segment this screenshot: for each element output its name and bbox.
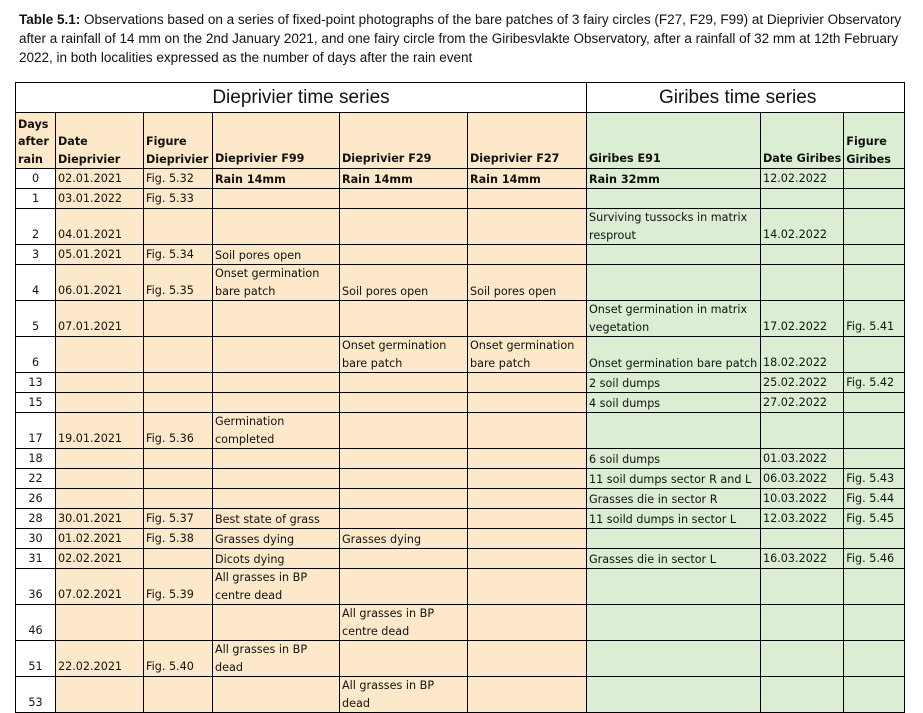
cell-figure-dieprivier (144, 337, 213, 373)
cell-figure-giribes (844, 641, 905, 677)
header-giribes-e91: Giribes E91 (587, 113, 761, 169)
table-row (16, 337, 905, 373)
cell-dieprivier-f27 (468, 469, 587, 489)
cell-date-giribes (761, 413, 844, 449)
cell-days: 13 (16, 373, 56, 393)
group-title-dieprivier: Dieprivier time series (16, 83, 587, 113)
cell-days: 46 (16, 605, 56, 641)
cell-date-dieprivier: 03.01.2022 (56, 189, 144, 209)
cell-dieprivier-f27 (468, 529, 587, 549)
cell-date-dieprivier: 06.01.2021 (56, 265, 144, 301)
cell-giribes-e91: 4 soil dumps (587, 393, 761, 413)
cell-figure-dieprivier: Fig. 5.34 (144, 245, 213, 265)
cell-dieprivier-f29: Grasses dying (340, 529, 468, 549)
cell-date-dieprivier: 22.02.2021 (56, 641, 144, 677)
cell-date-dieprivier: 05.01.2021 (56, 245, 144, 265)
cell-giribes-e91: Onset germination bare patch (587, 337, 761, 373)
cell-dieprivier-f99: Soil pores open (213, 245, 340, 265)
cell-giribes-e91 (587, 641, 761, 677)
cell-days: 28 (16, 509, 56, 529)
cell-giribes-e91 (587, 265, 761, 301)
cell-giribes-e91 (587, 245, 761, 265)
cell-date-giribes: 01.03.2022 (761, 449, 844, 469)
table-row (16, 469, 905, 489)
cell-dieprivier-f29 (340, 469, 468, 489)
header-date-dieprivier: Date Dieprivier (56, 113, 144, 169)
table-row (16, 549, 905, 569)
cell-dieprivier-f29 (340, 413, 468, 449)
table-row (16, 569, 905, 605)
cell-giribes-e91: Grasses die in sector L (587, 549, 761, 569)
cell-giribes-e91 (587, 189, 761, 209)
table-row (16, 265, 905, 301)
cell-days: 26 (16, 489, 56, 509)
header-dieprivier-f99: Dieprivier F99 (213, 113, 340, 169)
cell-dieprivier-f27 (468, 489, 587, 509)
group-title-giribes: Giribes time series (587, 83, 905, 113)
cell-date-dieprivier: 07.01.2021 (56, 301, 144, 337)
cell-date-giribes: 27.02.2022 (761, 393, 844, 413)
cell-figure-giribes (844, 677, 905, 713)
cell-date-dieprivier (56, 677, 144, 713)
cell-days: 15 (16, 393, 56, 413)
cell-dieprivier-f99: Best state of grass (213, 509, 340, 529)
cell-figure-giribes (844, 169, 905, 189)
cell-days: 18 (16, 449, 56, 469)
cell-days: 22 (16, 469, 56, 489)
cell-dieprivier-f99 (213, 393, 340, 413)
cell-dieprivier-f29: Rain 14mm (340, 169, 468, 189)
table-row (16, 393, 905, 413)
cell-figure-giribes (844, 209, 905, 245)
cell-date-giribes: 14.02.2022 (761, 209, 844, 245)
cell-date-dieprivier (56, 373, 144, 393)
cell-date-giribes (761, 641, 844, 677)
cell-figure-giribes: Fig. 5.41 (844, 301, 905, 337)
cell-dieprivier-f29 (340, 449, 468, 469)
cell-figure-dieprivier (144, 209, 213, 245)
cell-giribes-e91: 2 soil dumps (587, 373, 761, 393)
cell-date-giribes: 12.03.2022 (761, 509, 844, 529)
cell-dieprivier-f29 (340, 569, 468, 605)
cell-giribes-e91 (587, 569, 761, 605)
cell-figure-giribes (844, 529, 905, 549)
cell-dieprivier-f99: All grasses in BP centre dead (213, 569, 340, 605)
cell-dieprivier-f29 (340, 373, 468, 393)
cell-dieprivier-f99 (213, 209, 340, 245)
cell-figure-giribes (844, 569, 905, 605)
cell-dieprivier-f27: Onset germination bare patch (468, 337, 587, 373)
cell-figure-dieprivier: Fig. 5.36 (144, 413, 213, 449)
cell-figure-dieprivier (144, 449, 213, 469)
cell-date-giribes (761, 245, 844, 265)
cell-giribes-e91: 11 soil dumps sector R and L (587, 469, 761, 489)
cell-dieprivier-f29: Soil pores open (340, 265, 468, 301)
cell-date-dieprivier: 02.02.2021 (56, 549, 144, 569)
cell-giribes-e91: Onset germination in matrix vegetation (587, 301, 761, 337)
cell-giribes-e91 (587, 529, 761, 549)
cell-dieprivier-f99: Rain 14mm (213, 169, 340, 189)
cell-days: 51 (16, 641, 56, 677)
cell-days: 30 (16, 529, 56, 549)
cell-dieprivier-f29 (340, 641, 468, 677)
cell-dieprivier-f27 (468, 641, 587, 677)
cell-dieprivier-f27 (468, 301, 587, 337)
cell-date-giribes: 16.03.2022 (761, 549, 844, 569)
header-figure-dieprivier: Figure Dieprivier (144, 113, 213, 169)
table-row (16, 413, 905, 449)
cell-date-dieprivier (56, 605, 144, 641)
cell-dieprivier-f29 (340, 245, 468, 265)
observations-table (15, 82, 905, 713)
cell-date-dieprivier (56, 489, 144, 509)
cell-figure-dieprivier: Fig. 5.37 (144, 509, 213, 529)
cell-dieprivier-f99 (213, 605, 340, 641)
cell-giribes-e91: 6 soil dumps (587, 449, 761, 469)
table-row (16, 641, 905, 677)
cell-dieprivier-f29 (340, 509, 468, 529)
cell-date-giribes (761, 569, 844, 605)
cell-dieprivier-f99: All grasses in BP dead (213, 641, 340, 677)
header-date-giribes: Date Giribes (761, 113, 844, 169)
table-row (16, 189, 905, 209)
cell-dieprivier-f29: All grasses in BP centre dead (340, 605, 468, 641)
cell-days: 4 (16, 265, 56, 301)
cell-days: 2 (16, 209, 56, 245)
cell-date-giribes (761, 605, 844, 641)
cell-figure-dieprivier (144, 489, 213, 509)
cell-figure-giribes (844, 337, 905, 373)
cell-figure-dieprivier: Fig. 5.32 (144, 169, 213, 189)
cell-figure-giribes: Fig. 5.44 (844, 489, 905, 509)
cell-dieprivier-f29 (340, 489, 468, 509)
cell-date-giribes: 12.02.2022 (761, 169, 844, 189)
cell-date-dieprivier: 01.02.2021 (56, 529, 144, 549)
cell-date-giribes: 06.03.2022 (761, 469, 844, 489)
cell-dieprivier-f27 (468, 569, 587, 605)
cell-figure-dieprivier (144, 605, 213, 641)
cell-days: 5 (16, 301, 56, 337)
cell-dieprivier-f29: All grasses in BP dead (340, 677, 468, 713)
cell-figure-dieprivier (144, 373, 213, 393)
cell-figure-dieprivier (144, 301, 213, 337)
cell-figure-giribes (844, 393, 905, 413)
cell-date-giribes: 17.02.2022 (761, 301, 844, 337)
cell-dieprivier-f99 (213, 337, 340, 373)
cell-figure-dieprivier (144, 549, 213, 569)
header-figure-giribes: Figure Giribes (844, 113, 905, 169)
cell-dieprivier-f27 (468, 413, 587, 449)
cell-giribes-e91: Grasses die in sector R (587, 489, 761, 509)
cell-dieprivier-f99: Grasses dying (213, 529, 340, 549)
cell-days: 3 (16, 245, 56, 265)
table-row (16, 677, 905, 713)
table-row (16, 529, 905, 549)
cell-dieprivier-f27 (468, 209, 587, 245)
cell-dieprivier-f27 (468, 449, 587, 469)
cell-figure-dieprivier: Fig. 5.40 (144, 641, 213, 677)
cell-date-dieprivier: 04.01.2021 (56, 209, 144, 245)
table-row (16, 301, 905, 337)
cell-date-dieprivier (56, 469, 144, 489)
cell-figure-giribes (844, 605, 905, 641)
cell-dieprivier-f27 (468, 189, 587, 209)
cell-days: 31 (16, 549, 56, 569)
cell-date-dieprivier (56, 449, 144, 469)
cell-date-giribes (761, 529, 844, 549)
cell-days: 0 (16, 169, 56, 189)
cell-dieprivier-f27 (468, 245, 587, 265)
cell-dieprivier-f27 (468, 393, 587, 413)
table-row (16, 509, 905, 529)
cell-giribes-e91 (587, 677, 761, 713)
cell-figure-giribes (844, 245, 905, 265)
cell-dieprivier-f99 (213, 373, 340, 393)
cell-figure-giribes: Fig. 5.43 (844, 469, 905, 489)
cell-dieprivier-f29: Onset germination bare patch (340, 337, 468, 373)
cell-date-giribes: 18.02.2022 (761, 337, 844, 373)
cell-dieprivier-f29 (340, 549, 468, 569)
table-row (16, 245, 905, 265)
cell-dieprivier-f27 (468, 509, 587, 529)
cell-figure-giribes (844, 189, 905, 209)
table-row (16, 169, 905, 189)
cell-dieprivier-f27: Rain 14mm (468, 169, 587, 189)
caption-text: Observations based on a series of fixed-point photographs of the bare patches of 3 fairy circles (F27, F29, F99) at Dieprivier Observatory after a rainfall of 14 mm on the 2nd January 2021, and one fairy circle from the Giribesvlakte Observatory, after a rainfall of 32 mm at 12th February 2022, in both localities expressed as the number of days after the rain event (19, 12, 902, 65)
cell-dieprivier-f99 (213, 449, 340, 469)
cell-figure-dieprivier: Fig. 5.33 (144, 189, 213, 209)
cell-date-giribes: 25.02.2022 (761, 373, 844, 393)
cell-figure-dieprivier (144, 469, 213, 489)
cell-figure-giribes: Fig. 5.46 (844, 549, 905, 569)
cell-days: 17 (16, 413, 56, 449)
cell-dieprivier-f29 (340, 209, 468, 245)
cell-figure-giribes: Fig. 5.45 (844, 509, 905, 529)
cell-days: 36 (16, 569, 56, 605)
cell-dieprivier-f27: Soil pores open (468, 265, 587, 301)
cell-dieprivier-f99 (213, 489, 340, 509)
table-row (16, 209, 905, 245)
cell-dieprivier-f99: Germination completed (213, 413, 340, 449)
cell-date-dieprivier: 07.02.2021 (56, 569, 144, 605)
cell-dieprivier-f99 (213, 469, 340, 489)
header-dieprivier-f29: Dieprivier F29 (340, 113, 468, 169)
cell-giribes-e91 (587, 605, 761, 641)
header-days: Days after rain (16, 113, 56, 169)
cell-date-giribes (761, 677, 844, 713)
cell-date-dieprivier (56, 337, 144, 373)
cell-days: 1 (16, 189, 56, 209)
table-caption (19, 10, 909, 67)
cell-dieprivier-f99: Onset germination bare patch (213, 265, 340, 301)
cell-giribes-e91: 11 soild dumps in sector L (587, 509, 761, 529)
cell-figure-giribes (844, 265, 905, 301)
cell-giribes-e91: Surviving tussocks in matrix resprout (587, 209, 761, 245)
header-dieprivier-f27: Dieprivier F27 (468, 113, 587, 169)
cell-date-dieprivier: 02.01.2021 (56, 169, 144, 189)
cell-dieprivier-f99 (213, 301, 340, 337)
cell-figure-giribes (844, 449, 905, 469)
cell-dieprivier-f99: Dicots dying (213, 549, 340, 569)
caption-label: Table 5.1: (19, 12, 81, 27)
table-row (16, 449, 905, 469)
cell-dieprivier-f27 (468, 605, 587, 641)
cell-date-dieprivier (56, 393, 144, 413)
cell-date-giribes: 10.03.2022 (761, 489, 844, 509)
table-row (16, 373, 905, 393)
cell-date-giribes (761, 265, 844, 301)
table-row (16, 489, 905, 509)
table-row (16, 605, 905, 641)
cell-giribes-e91: Rain 32mm (587, 169, 761, 189)
cell-figure-giribes (844, 413, 905, 449)
cell-figure-giribes: Fig. 5.42 (844, 373, 905, 393)
cell-giribes-e91 (587, 413, 761, 449)
cell-figure-dieprivier: Fig. 5.38 (144, 529, 213, 549)
cell-days: 6 (16, 337, 56, 373)
cell-date-dieprivier: 30.01.2021 (56, 509, 144, 529)
cell-date-giribes (761, 189, 844, 209)
cell-figure-dieprivier (144, 677, 213, 713)
cell-dieprivier-f29 (340, 301, 468, 337)
cell-dieprivier-f99 (213, 189, 340, 209)
cell-dieprivier-f27 (468, 373, 587, 393)
cell-dieprivier-f29 (340, 189, 468, 209)
cell-dieprivier-f29 (340, 393, 468, 413)
cell-days: 53 (16, 677, 56, 713)
cell-dieprivier-f27 (468, 549, 587, 569)
cell-figure-dieprivier (144, 393, 213, 413)
cell-dieprivier-f99 (213, 677, 340, 713)
cell-figure-dieprivier: Fig. 5.35 (144, 265, 213, 301)
cell-figure-dieprivier: Fig. 5.39 (144, 569, 213, 605)
cell-date-dieprivier: 19.01.2021 (56, 413, 144, 449)
cell-dieprivier-f27 (468, 677, 587, 713)
